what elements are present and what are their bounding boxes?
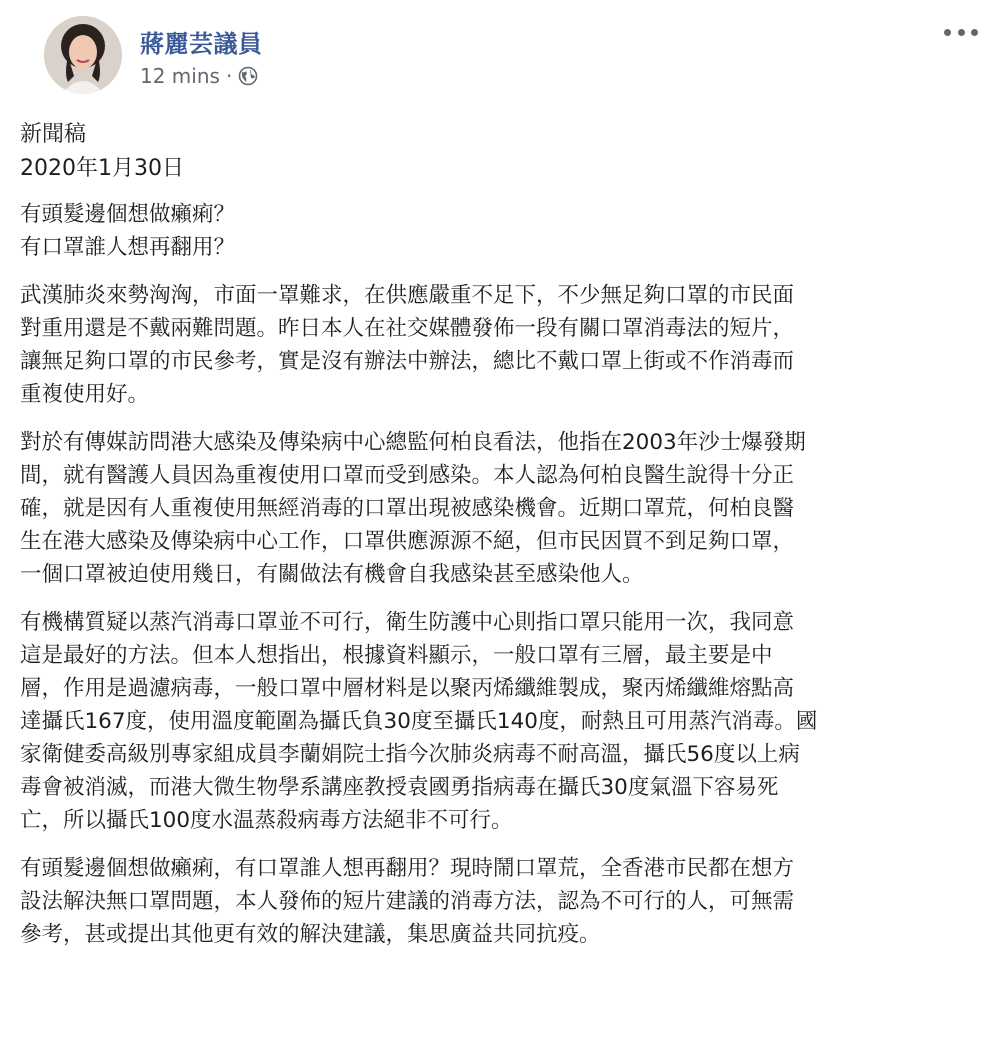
- post-paragraph: 對於有傳媒訪問港大感染及傳染病中心總監何柏良看法，他指在2003年沙士爆發期 間，就有醫護人員因為重複使用口罩而受到感染。本人認為何柏良醫生說得十分正 確，就是因有人重複使用無經消毒的口罩出現被感染機會。近期口罩荒，何柏良醫 生在港大感染及傳染病中心工作，口罩供應源源不絕，但市民因買不到足夠口罩， 一個口罩被迫使用幾日，有關做法有機會自我感染甚至感染他人。: [20, 430, 806, 587]
- more-dot: [971, 29, 978, 36]
- avatar[interactable]: [44, 16, 122, 94]
- globe-icon[interactable]: [238, 66, 258, 86]
- more-options-icon[interactable]: [944, 22, 978, 42]
- post-paragraph: 武漢肺炎來勢洶洶，市面一罩難求，在供應嚴重不足下，不少無足夠口罩的市民面 對重用還是不戴兩難問題。昨日本人在社交媒體發佈一段有關口罩消毒法的短片， 讓無足夠口罩的市民參考，實是沒有辦法中辦法，總比不戴口罩上街或不作消毒而 重複使用好。: [20, 283, 795, 407]
- post-meta: [140, 64, 258, 88]
- post-paragraph: 有頭髮邊個想做癩痢，有口罩誰人想再翻用？現時鬧口罩荒，全香港市民都在想方 設法解決無口罩問題，本人發佈的短片建議的消毒方法，認為不可行的人，可無需 參考，甚或提出其他更有效的解決建議，集思廣益共同抗疫。: [20, 856, 795, 947]
- press-release-heading: 新聞稿 2020年1月30日: [20, 122, 184, 181]
- more-dot: [944, 29, 951, 36]
- avatar-photo-icon: [44, 16, 122, 94]
- post-header: [22, 0, 992, 108]
- author-name-link[interactable]: 蔣麗芸議員: [140, 30, 263, 58]
- more-dot: [958, 29, 965, 36]
- meta-separator: ·: [225, 64, 233, 88]
- post-body: [20, 118, 972, 966]
- post-time[interactable]: 12 mins: [140, 64, 220, 88]
- post-paragraph: 有機構質疑以蒸汽消毒口罩並不可行，衛生防護中心則指口罩只能用一次，我同意 這是最好的方法。但本人想指出，根據資料顯示，一般口罩有三層，最主要是中 層，作用是過濾病毒，一般口罩中層材料是以聚丙烯纖維製成，聚丙烯纖維熔點高 達攝氏167度，使用溫度範圍為攝氏負30度至攝氏140度，耐熱且可用蒸汽消毒。國 家衛健委高級別專家組成員李蘭娟院士指今次肺炎病毒不耐高溫，攝氏56度以上病 毒會被消滅，而港大微生物學系講座教授袁國勇指病毒在攝氏30度氣溫下容易死 亡，所以攝氏100度水温蒸殺病毒方法絕非不可行。: [20, 610, 818, 833]
- post-subtitle: 有頭髮邊個想做癩痢？ 有口罩誰人想再翻用？: [20, 202, 236, 260]
